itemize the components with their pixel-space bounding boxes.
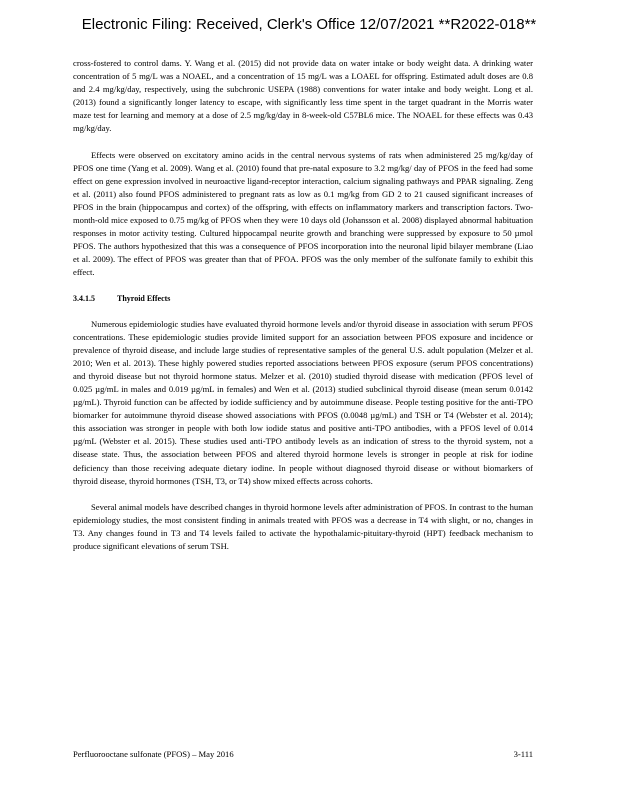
section-number: 3.4.1.5 <box>73 293 95 303</box>
paragraph-offspring-dose: cross-fostered to control dams. Y. Wang et al. (2015) did not provide data on water intake or body weight data. A drinking water concentration of 5 mg/L was a NOAEL, and a concentration of 15 mg/L was a LOAEL for offspring. Estimated adult doses are 0.8 and 2.4 mg/kg/day, respectively, using the subchronic USEPA (1988) conventions for water intake and body weight. Long et al. (2013) found a significantly longer latency to escape, with significantly less time spent in the target quadrant in the Morris water maze test for learning and memory at a dose of 2.5 mg/kg/day in 8-week-old C57BL6 mice. The NOAEL for these effects was 0.43 mg/kg/day. <box>73 58 533 134</box>
filing-stamp-header: Electronic Filing: Received, Clerk's Office 12/07/2021 **R2022-018** <box>81 16 537 33</box>
section-heading-thyroid <box>73 293 533 305</box>
footer-document-title: Perfluorooctane sulfonate (PFOS) – May 2016 <box>73 749 234 759</box>
document-body <box>73 57 533 566</box>
paragraph-thyroid-epidemiology: Numerous epidemiologic studies have evaluated thyroid hormone levels and/or thyroid disease in association with serum PFOS concentrations. These epidemiologic studies provide limited support for an association between PFOS exposure and incidence or prevalence of thyroid disease, and include large studies of representative samples of the general U.S. adult population (Melzer et al. 2010; Wen et al. 2013). These highly powered studies reported associations between PFOS exposure (serum PFOS concentrations) and thyroid disease but not thyroid hormone status. Melzer et al. (2010) studied thyroid disease with medication (PFOS level of 0.025 µg/mL in males and 0.019 µg/mL in females) and Wen et al. (2013) studied subclinical thyroid disease (mean serum 0.0142 µg/mL). Thyroid function can be affected by iodide sufficiency and by autoimmune disease. People testing positive for the anti-TPO biomarker for autoimmune thyroid disease showed associations with PFOS (0.0048 µg/mL) and TSH or T4 (Webster et al. 2014); this association was stronger in people with both low iodide status and positive anti-TPO antibodies, with a PFOS level of 0.014 µg/mL (Webster et al. 2015). These studies used anti-TPO antibody levels as an indication of stress to the thyroid system, not a disease state. Thus, the association between PFOS and altered thyroid hormone levels is stronger in people at risk for iodine deficiency than those receiving adequate dietary iodine. In people without diagnosed thyroid disease or without biomarkers of thyroid disease, thyroid hormones (TSH, T3, or T4) show mixed effects across cohorts. <box>73 318 533 486</box>
section-title: Thyroid Effects <box>117 293 171 303</box>
paragraph-thyroid-animal-models: Several animal models have described changes in thyroid hormone levels after administration of PFOS. In contrast to the human epidemiology studies, the most consistent finding in animals treated with PFOS was a decrease in T4 with slight, or no, changes in T3. Any changes found in T3 and T4 levels failed to activate the hypothalamic-pituitary-thyroid (HPT) feedback mechanism to produce significant elevations of serum TSH. <box>73 501 533 551</box>
paragraph-neuro-effects: Effects were observed on excitatory amino acids in the central nervous systems of rats when administered 25 mg/kg/day of PFOS one time (Yang et al. 2009). Wang et al. (2010) found that pre-natal exposure to 3.2 mg/kg/ day of PFOS in the feed had some effect on gene expression involved in neuroactive ligand-receptor interaction, calcium signaling pathways and PPAR signaling. Zeng et al. (2011) also found PFOS administered to pregnant rats as low as 0.1 mg/kg from GD 2 to 21 caused significant increases of PFOS in the brain (hippocampus and cortex) of the offspring, with effects on inflammatory markers and transcription factors. Two-month-old mice exposed to 0.75 mg/kg of PFOS when they were 10 days old (Johansson et al. 2008) displayed abnormal habituation responses in motor activity testing. Cultured hippocampal neurite growth and branching were suppressed by exposure to 50 µmol PFOS. The authors hypothesized that this was a consequence of PFOS incorporation into the neuronal lipid bilayer membrane (Liao et al. 2009). The effect of PFOS was greater than that of PFOA. PFOS was the only member of the sulfonate family to exhibit this effect. <box>73 149 533 278</box>
footer-page-number: 3-111 <box>513 749 533 759</box>
